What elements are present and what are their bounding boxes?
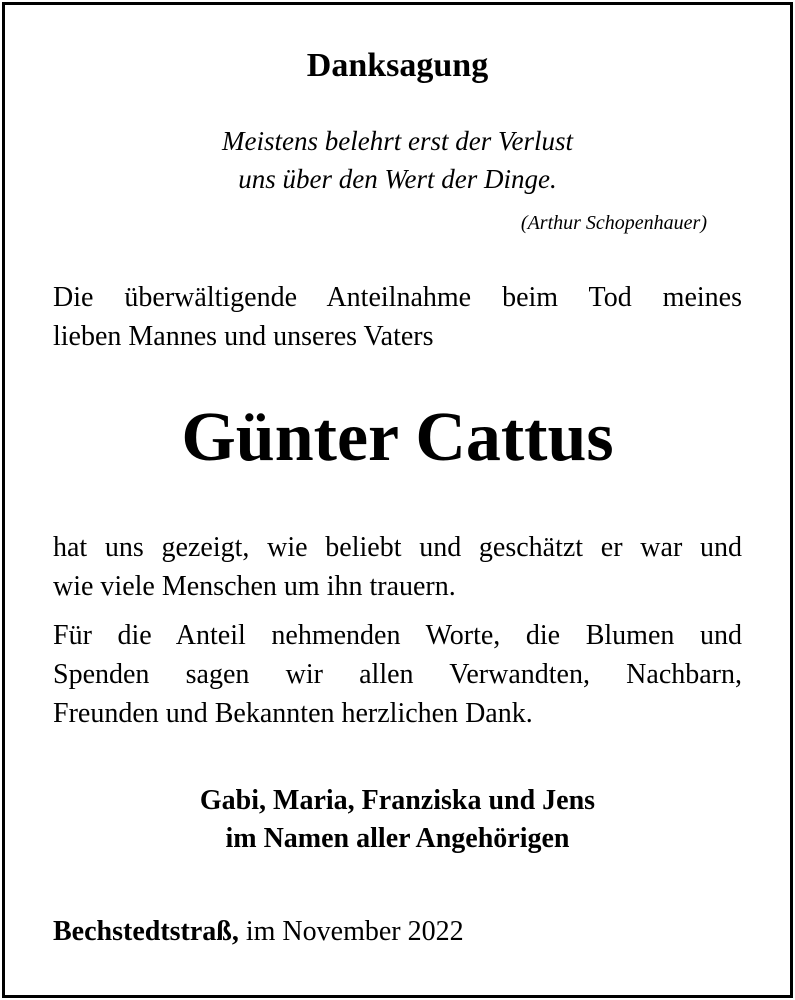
quote-line-2: uns über den Wert der Dinge.	[238, 164, 557, 194]
quote-attribution: (Arthur Schopenhauer)	[520, 212, 707, 234]
place-name: Bechstedtstraß,	[53, 916, 239, 947]
intro-line-2: lieben Mannes und unseres Vaters	[53, 321, 434, 352]
body-paragraph-1	[53, 528, 742, 606]
signers-block	[0, 782, 795, 858]
body1-line-1: hat uns gezeigt, wie beliebt und geschätzt er war und	[53, 532, 742, 563]
date-text: im November 2022	[238, 916, 464, 947]
body2-line-3: Freunden und Bekannten herzlichen Dank.	[53, 698, 533, 729]
quote-line-1: Meistens belehrt erst der Verlust	[222, 126, 573, 156]
body2-line-2: Spenden sagen wir allen Verwandten, Nachbarn,	[53, 659, 742, 690]
intro-paragraph	[53, 278, 742, 356]
signers-line-2: im Namen aller Angehörigen	[225, 823, 570, 854]
place-date-line	[53, 913, 464, 951]
signers-line-1: Gabi, Maria, Franziska und Jens	[199, 785, 596, 816]
intro-line-1: Die überwältigende Anteilnahme beim Tod meines	[53, 282, 742, 313]
body1-line-2: wie viele Menschen um ihn trauern.	[53, 571, 456, 602]
notice-heading: Danksagung	[306, 47, 489, 84]
deceased-name: Günter Cattus	[181, 399, 614, 476]
body2-line-1: Für die Anteil nehmenden Worte, die Blumen und	[53, 620, 742, 651]
quote-block	[0, 122, 795, 198]
body-paragraph-2	[53, 616, 742, 733]
